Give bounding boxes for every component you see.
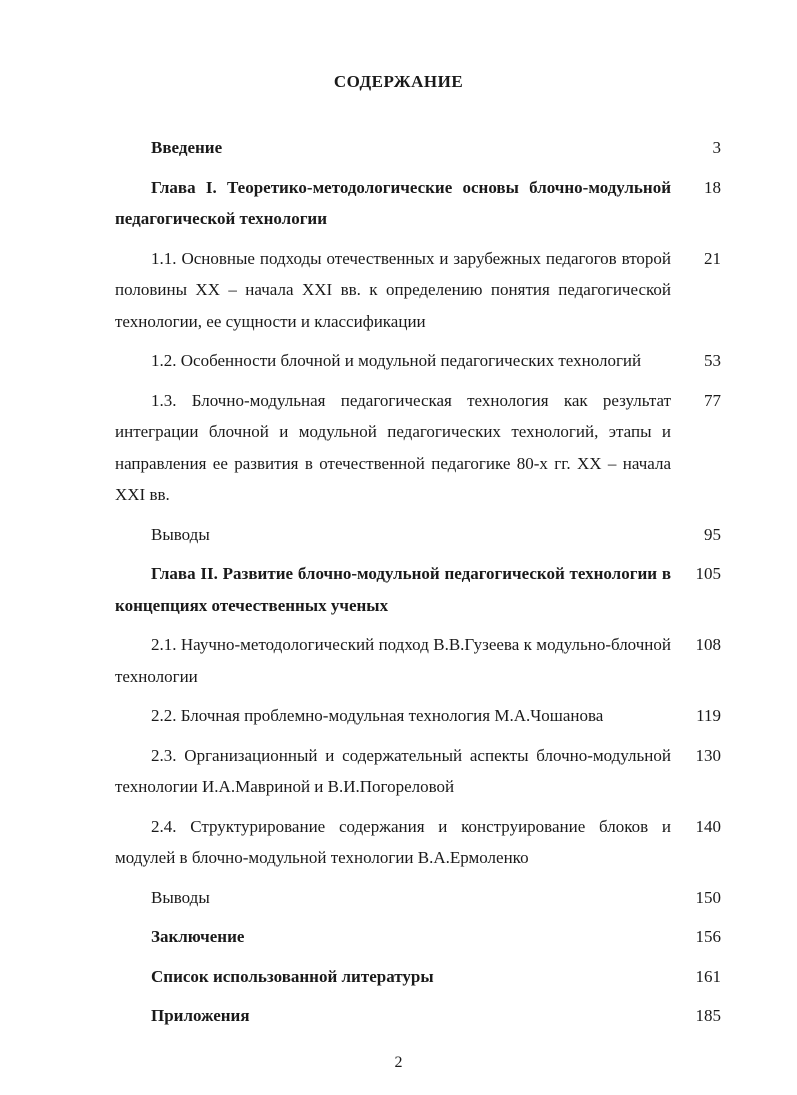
toc-entry-section-2-3 — [115, 740, 721, 803]
toc-entry-page: 161 — [695, 966, 721, 986]
toc-entry-section-1-2 — [115, 345, 721, 377]
toc-entry-page: 108 — [695, 635, 721, 654]
toc-entry-section-2-1 — [115, 629, 721, 692]
toc-entry-conclusions-1 — [115, 519, 721, 551]
toc-entry-page: 105 — [695, 564, 721, 583]
toc-entry-section-1-1 — [115, 243, 721, 338]
toc-entry-references — [115, 961, 721, 993]
toc-entry-page: 140 — [695, 816, 721, 836]
toc-entry-text: Заключение — [151, 927, 245, 946]
toc-entry-page: 18 — [704, 177, 721, 197]
toc-entry-page: 21 — [704, 248, 721, 268]
toc-entry-appendices — [115, 1000, 721, 1032]
toc-entry-text: 2.4. Структурирование содержания и конструирование блоков и модулей в блочно-модульной технологии В.А.Ермоленко — [115, 816, 671, 867]
toc-entry-page: 130 — [695, 745, 721, 765]
toc-entry-text: Список использованной литературы — [151, 966, 434, 986]
toc-entry-text: Приложения — [151, 1006, 250, 1025]
toc-entry-text: Выводы — [151, 524, 210, 544]
toc-entry-page: 150 — [695, 887, 721, 907]
toc-entry-section-2-4 — [115, 811, 721, 874]
toc-entry-text: 1.1. Основные подходы отечественных и зарубежных педагогов второй половины XX – начала XXI вв. к определению понятия педагогической технологии, ее сущности и классификации — [115, 248, 671, 331]
toc-entry-page: 156 — [695, 927, 721, 946]
toc-entry-page: 185 — [695, 1006, 721, 1025]
toc-entry-introduction — [115, 132, 721, 164]
page-number: 2 — [394, 1054, 403, 1071]
toc-entry-chapter-2 — [115, 558, 721, 621]
toc-entry-page: 53 — [704, 351, 721, 370]
toc-entry-text: 2.1. Научно-методологический подход В.В.Гузеева к модульно-блочной технологии — [115, 635, 671, 686]
toc-entry-text: 2.3. Организационный и содержательный аспекты блочно-модульной технологии И.А.Мавриной и В.И.Погореловой — [115, 745, 671, 796]
toc-title: СОДЕРЖАНИЕ — [333, 72, 464, 91]
toc-entry-page: 77 — [704, 390, 721, 410]
toc-entry-text: 1.3. Блочно-модульная педагогическая технология как результат интеграции блочной и модульной педагогических технологий, этапы и направления ее развития в отечественной педагогике 80-х гг. XX – начала XXI вв. — [115, 390, 671, 504]
toc-entry-section-1-3 — [115, 385, 721, 511]
toc-entry-conclusion — [115, 921, 721, 953]
toc-entry-page: 119 — [696, 706, 721, 725]
toc-entry-text: 1.2. Особенности блочной и модульной педагогических технологий — [151, 351, 642, 370]
toc-entry-section-2-2 — [115, 700, 721, 732]
toc-entry-page: 95 — [704, 524, 721, 544]
toc-entry-text: Глава I. Теоретико-методологические основы блочно-модульной педагогической технологии — [115, 177, 671, 228]
toc-entry-text: 2.2. Блочная проблемно-модульная технология М.А.Чошанова — [151, 706, 604, 725]
toc-entry-text: Введение — [151, 138, 223, 157]
toc-entry-chapter-1 — [115, 172, 721, 235]
toc-entry-text: Выводы — [151, 887, 210, 907]
toc-entry-page: 3 — [712, 138, 721, 157]
table-of-contents — [115, 132, 721, 1040]
toc-entry-conclusions-2 — [115, 882, 721, 914]
toc-entry-text: Глава II. Развитие блочно-модульной педагогической технологии в концепциях отечественных ученых — [115, 564, 671, 615]
